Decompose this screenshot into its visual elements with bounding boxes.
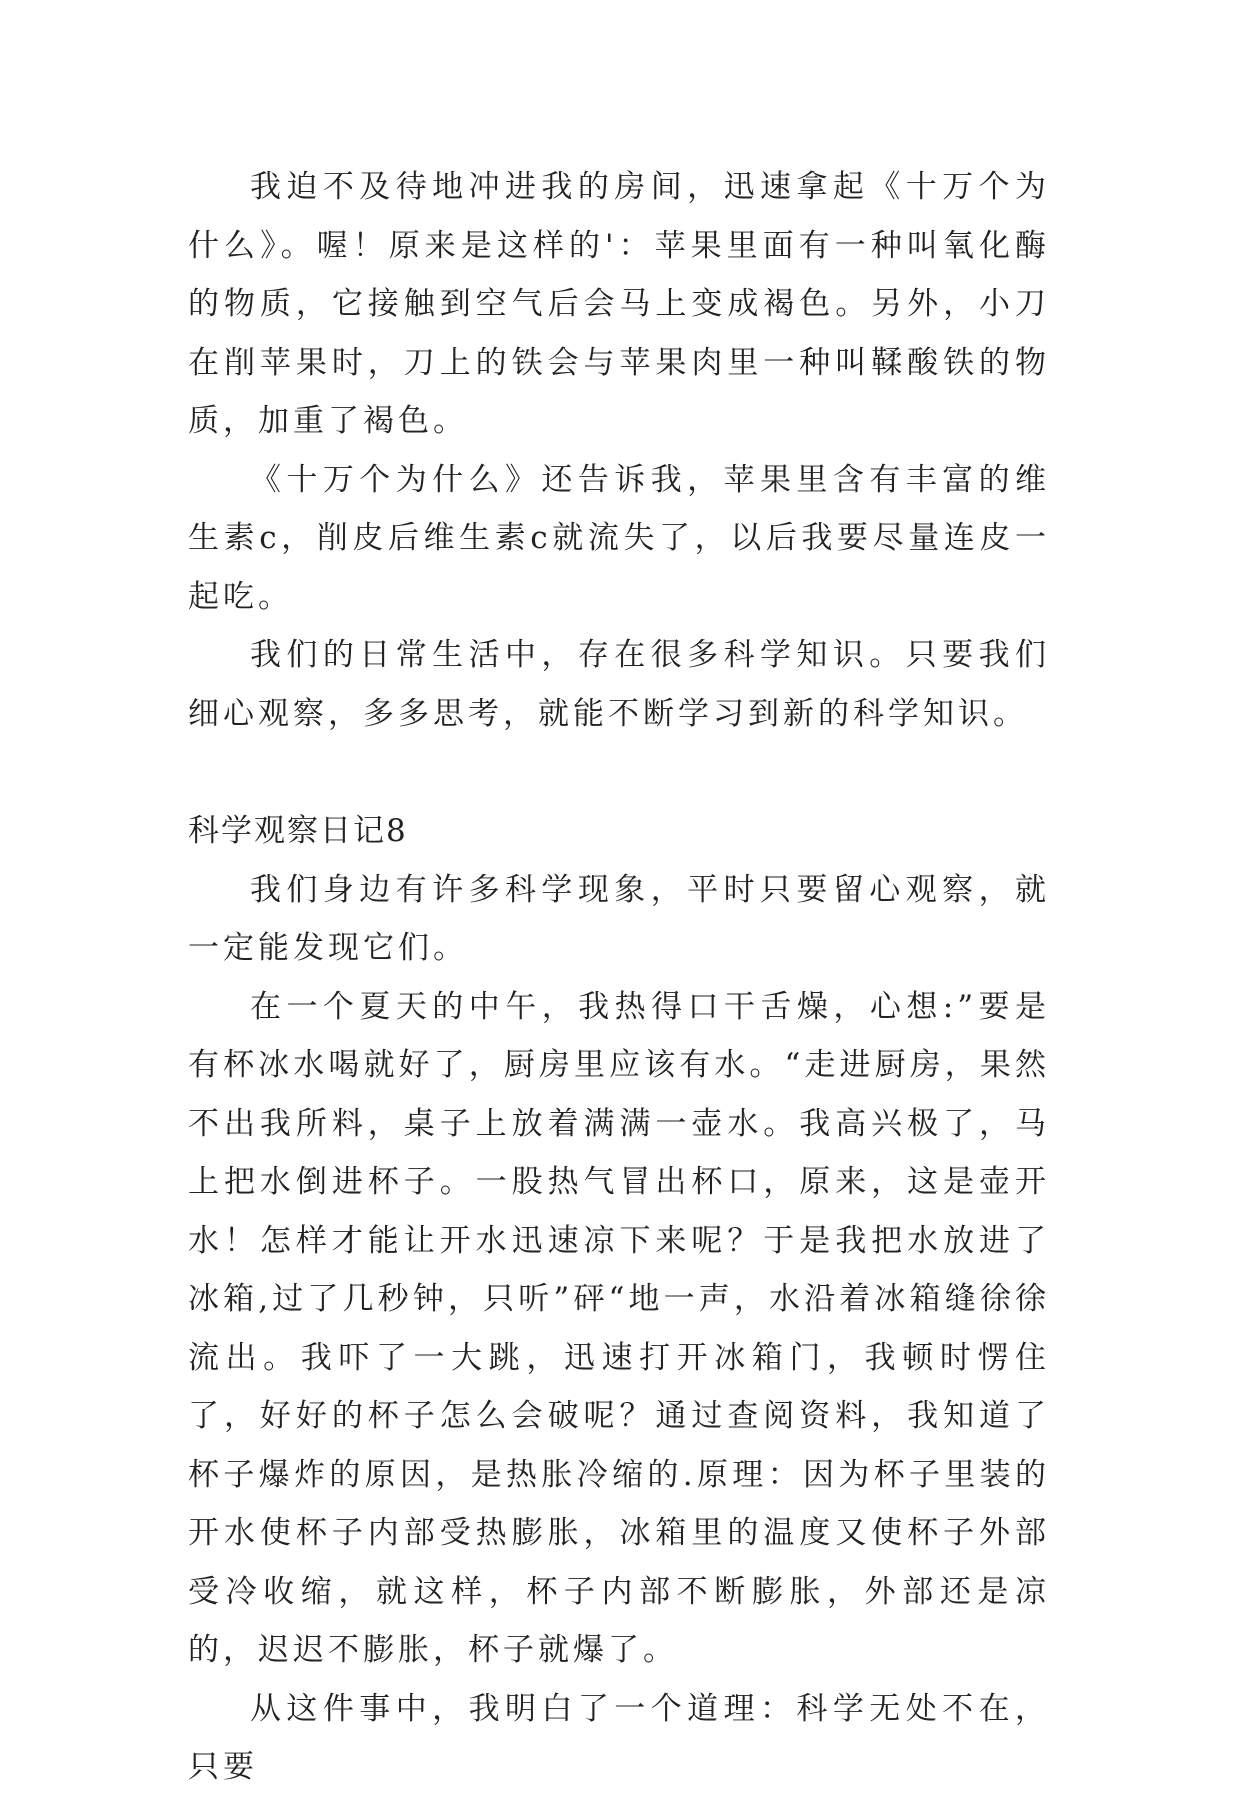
paragraph-daily-science: 我们的日常生活中，存在很多科学知识。只要我们细心观察，多多思考，就能不断学习到新的科学知识。: [188, 637, 1050, 732]
paragraph-observe: 我们身边有许多科学现象，平时只要留心观察，就一定能发现它们。: [188, 871, 1050, 966]
paragraph-lesson: 从这件事中，我明白了一个道理：科学无处不在，只要: [188, 1690, 1050, 1785]
paragraph-cup-story: 在一个夏天的中午，我热得口干舌燥，心想:”要是有杯冰水喝就好了，厨房里应该有水。“走进厨房，果然不出我所料，桌子上放着满满一壶水。我高兴极了，马上把水倒进杯子。一股热气冒出杯口，原来，这是壶开水！怎样才能让开水迅速凉下来呢？于是我把水放进了冰箱,过了几秒钟，只听”砰“地一声，水沿着冰箱缝徐徐流出。我吓了一大跳，迅速打开冰箱门，我顿时愣住了，好好的杯子怎么会破呢？通过查阅资料，我知道了杯子爆炸的原因，是热胀冷缩的.原理：因为杯子里装的开水使杯子内部受热膨胀，冰箱里的温度又使杯子外部受冷收缩，就这样，杯子内部不断膨胀，外部还是凉的，迟迟不膨胀，杯子就爆了。: [188, 988, 1050, 1668]
paragraph-apple-browning: 我迫不及待地冲进我的房间，迅速拿起《十万个为什么》。喔！原来是这样的'：苹果里面有一种叫氧化酶的物质，它接触到空气后会马上变成褐色。另外，小刀在削苹果时，刀上的铁会与苹果肉里一种叫鞣酸铁的物质，加重了褐色。: [188, 169, 1050, 439]
section-gap: [188, 743, 1050, 802]
document-body: [188, 158, 1050, 1797]
section-title: 科学观察日记8: [188, 813, 408, 849]
paragraph-vitamin-c: 《十万个为什么》还告诉我，苹果里含有丰富的维生素c，削皮后维生素c就流失了，以后我要尽量连皮一起吃。: [188, 461, 1050, 615]
